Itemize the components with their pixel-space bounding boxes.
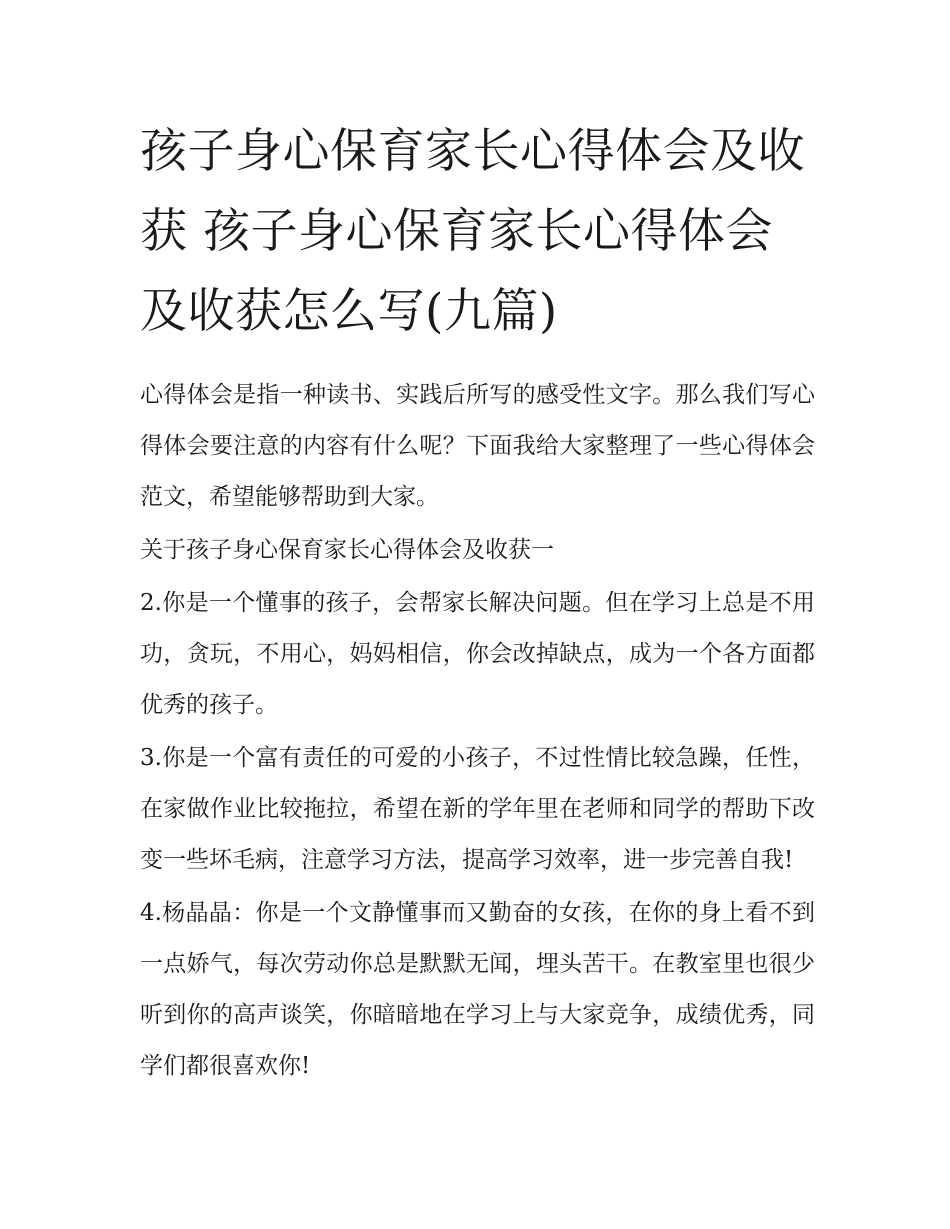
item-2-paragraph: 2.你是一个懂事的孩子，会帮家长解决问题。但在学习上总是不用功，贪玩，不用心，妈妈相信，你会改掉缺点，成为一个各方面都优秀的孩子。 — [140, 590, 815, 718]
intro-paragraph: 心得体会是指一种读书、实践后所写的感受性文字。那么我们写心得体会要注意的内容有什么呢？下面我给大家整理了一些心得体会范文，希望能够帮助到大家。 — [140, 382, 815, 510]
document-page — [140, 112, 815, 1092]
item-3-paragraph: 3.你是一个富有责任的可爱的小孩子，不过性情比较急躁，任性，在家做作业比较拖拉，希望在新的学年里在老师和同学的帮助下改变一些坏毛病，注意学习方法，提高学习效率，进一步完善自我! — [140, 745, 815, 873]
document-title: 孩子身心保育家长心得体会及收获 孩子身心保育家长心得体会及收获怎么写(九篇) — [140, 124, 805, 339]
section-heading: 关于孩子身心保育家长心得体会及收获一 — [140, 537, 554, 563]
item-4-paragraph: 4.杨晶晶：你是一个文静懂事而又勤奋的女孩，在你的身上看不到一点娇气，每次劳动你总是默默无闻，埋头苦干。在教室里也很少听到你的高声谈笑，你暗暗地在学习上与大家竞争，成绩优秀，同学们都很喜欢你! — [140, 900, 815, 1079]
